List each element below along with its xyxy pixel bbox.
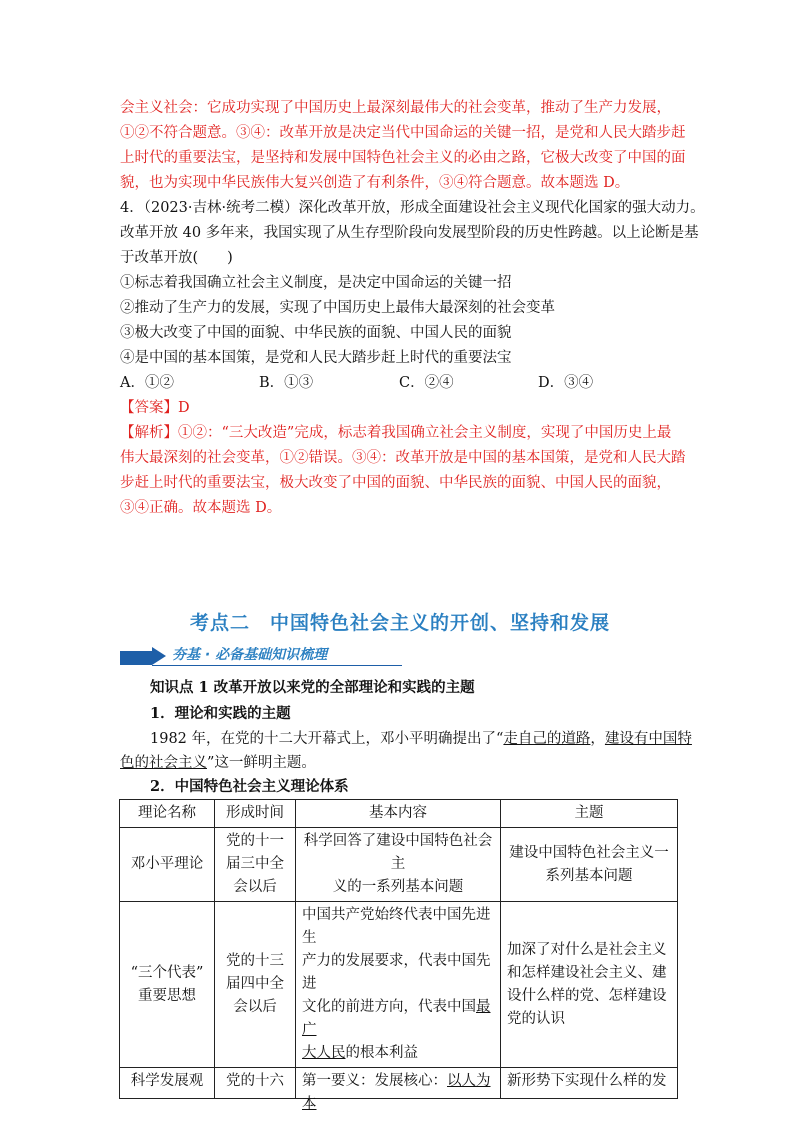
cell-line: 设什么样的党、怎样建设	[507, 987, 667, 1004]
cell-line: 届四中全	[226, 976, 284, 992]
theory-name	[120, 1068, 215, 1099]
underlined-term: 大人民	[302, 1045, 346, 1061]
paragraph-text: 1982 年，在党的十二大开幕式上，邓小平明确提出了“	[150, 731, 504, 747]
paragraph-text: ”这一鲜明主题。	[207, 755, 316, 771]
prev-explanation-line-4: 貌，也为实现中华民族伟大复兴创造了有利条件，③④符合题意。故本题选 D。	[120, 175, 630, 191]
theme	[501, 828, 678, 902]
table-row	[120, 828, 678, 902]
basic-content	[296, 828, 501, 902]
subheading-1: 1．理论和实践的主题	[150, 705, 291, 722]
table-header-row	[120, 800, 678, 828]
underlined-term: 建设有中国特	[604, 731, 692, 747]
cell-line: “三个代表”	[130, 964, 204, 981]
cell-line	[302, 1070, 494, 1112]
banner-label: 夯基 · 必备基础知识梳理	[172, 647, 328, 663]
question-stem-line-1: 4．（2023·吉林·统考二模）深化改革开放，形成全面建设社会主义现代化国家的强大动力。	[120, 200, 705, 216]
table-header: 主题	[501, 800, 678, 828]
statement-2: ②推动了生产力的发展，实现了中国历史上最伟大最深刻的社会变革	[120, 300, 555, 316]
prev-explanation-line-1: 会主义社会：它成功实现了中国历史上最深刻最伟大的社会变革，推动了生产力发展，	[120, 100, 671, 116]
formation-time	[215, 1068, 296, 1099]
underlined-term: 色的社会主义	[120, 755, 207, 771]
theory-name: 邓小平理论	[120, 828, 215, 902]
option-b: B．①③	[259, 375, 314, 391]
underlined-term: 走自己的道路	[503, 731, 591, 747]
theme	[501, 902, 678, 1068]
cell-line: 义的一系列基本问题	[332, 879, 464, 895]
theory-name	[120, 902, 215, 1068]
cell-line: 党的十六	[226, 1073, 284, 1089]
cell-line: 科学回答了建设中国特色社会主	[303, 833, 493, 872]
theory-table	[119, 799, 678, 1112]
cell-text: 第一要义：发展核心：	[302, 1073, 447, 1089]
statement-3: ③极大改变了中国的面貌、中华民族的面貌、中国人民的面貌	[120, 325, 512, 341]
formation-time	[215, 828, 296, 902]
cell-line: 届三中全	[226, 856, 284, 872]
cell-line: 会以后	[233, 999, 277, 1015]
statement-4: ④是中国的基本国策，是党和人民大踏步赶上时代的重要法宝	[120, 350, 512, 366]
explanation-line-1: 【解析】①②：“三大改造”完成，标志着我国确立社会主义制度，实现了中国历史上最	[120, 425, 672, 441]
underlined-term: 最广	[302, 999, 491, 1038]
section-banner	[120, 643, 402, 667]
cell-line: 建设中国特色社会主义一	[509, 844, 669, 861]
cell-line: 党的十三	[226, 953, 284, 969]
table-row	[120, 1068, 678, 1099]
cell-line: 加深了对什么是社会主义	[507, 941, 667, 958]
cell-text: 的根本利益	[345, 1045, 418, 1061]
subheading-2: 2．中国特色社会主义理论体系	[150, 778, 349, 795]
question-stem-line-3: 于改革开放( )	[120, 250, 233, 266]
knowledge-point-title: 知识点 1 改革开放以来党的全部理论和实践的主题	[150, 679, 475, 696]
table-header: 基本内容	[296, 800, 501, 828]
statement-1: ①标志着我国确立社会主义制度，是决定中国命运的关键一招	[120, 275, 512, 291]
explanation-line-2: 伟大最深刻的社会变革，①②错误。③④：改革开放是中国的基本国策，是党和人民大踏	[120, 450, 686, 466]
table-header: 理论名称	[120, 800, 215, 828]
table-row	[120, 902, 678, 1068]
explanation-line-3: 步赶上时代的重要法宝，极大改变了中国的面貌、中华民族的面貌、中国人民的面貌，	[120, 475, 671, 491]
option-d: D．③④	[538, 375, 594, 391]
question-stem-line-2: 改革开放 40 多年来，我国实现了从生存型阶段向发展型阶段的历史性跨越。以上论断是基	[120, 225, 699, 241]
cell-line	[302, 1042, 494, 1065]
cell-line: 新形势下实现什么样的发	[507, 1073, 667, 1089]
cell-line: 系列基本问题	[545, 867, 633, 884]
prev-explanation-line-2: ①②不符合题意。③④：改革开放是决定当代中国命运的关键一招，是党和人民大踏步赶	[120, 125, 686, 141]
cell-line: 党的十一	[226, 833, 284, 849]
basic-content	[296, 902, 501, 1068]
paragraph-text: ，	[590, 731, 605, 747]
cell-line: 科学发展观	[130, 1073, 204, 1089]
option-c: C．②④	[399, 375, 454, 391]
paragraph-line-1	[150, 727, 692, 751]
cell-line	[302, 996, 494, 1042]
prev-explanation-line-3: 上时代的重要法宝，是坚持和发展中国特色社会主义的必由之路，它极大改变了中国的面	[120, 150, 686, 166]
cell-line: 和怎样建设社会主义、建	[507, 964, 667, 981]
cell-line: 重要思想	[138, 987, 196, 1004]
section-title: 考点二 中国特色社会主义的开创、坚持和发展	[189, 612, 610, 634]
cell-line: 产力的发展要求，代表中国先进	[302, 953, 491, 992]
banner-rule	[152, 665, 402, 666]
cell-line: 党的认识	[507, 1010, 565, 1027]
cell-line: 中国共产党始终代表中国先进生	[302, 907, 491, 946]
banner-arrow-icon	[152, 647, 166, 665]
paragraph-line-2	[120, 751, 316, 775]
theme	[501, 1068, 678, 1099]
basic-content	[296, 1068, 501, 1112]
table-header: 形成时间	[215, 800, 296, 828]
formation-time	[215, 902, 296, 1068]
explanation-line-4: ③④正确。故本题选 D。	[120, 500, 282, 516]
underlined-term: 以人为本	[302, 1073, 491, 1112]
banner-bar	[120, 651, 152, 665]
option-a: A．①②	[120, 375, 174, 391]
cell-line: 会以后	[233, 879, 277, 895]
cell-text: 文化的前进方向，代表中国	[302, 999, 476, 1015]
answer: 【答案】D	[120, 400, 190, 416]
